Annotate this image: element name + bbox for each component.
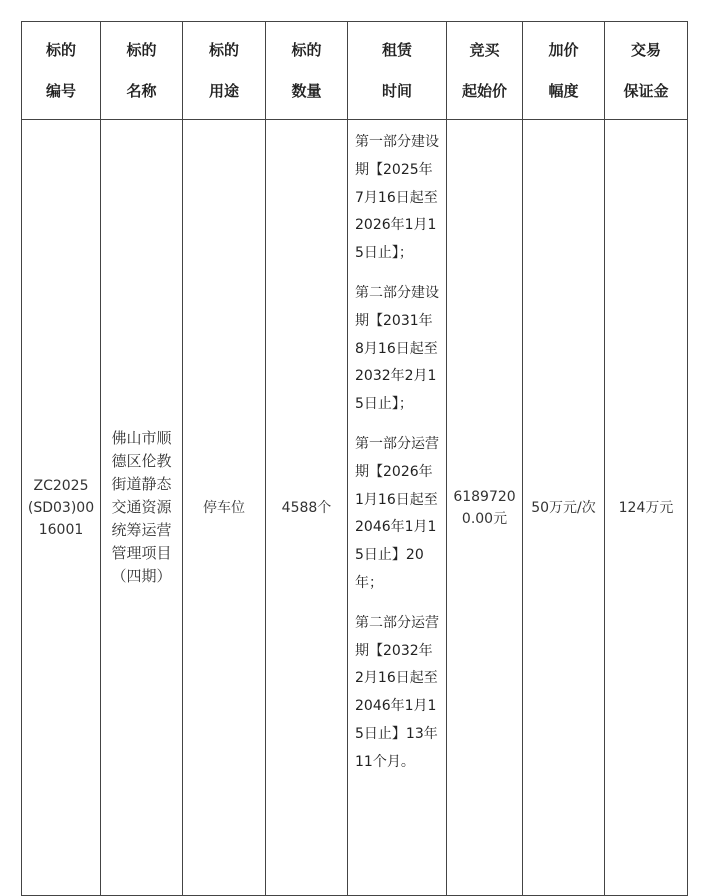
header-deposit-line2: 保证金 [623, 81, 669, 100]
cell-code: ZC2025(SD03)0016001 [22, 120, 101, 896]
header-deposit [605, 22, 688, 120]
header-increment-line2: 幅度 [548, 81, 579, 100]
table-header-row [22, 22, 688, 120]
lease-period-item: 第二部分建设期【2031年8月16日起至2032年2月15日止】； [355, 284, 439, 413]
header-deposit-line1: 交易 [630, 40, 661, 59]
header-lease-line1: 租赁 [381, 40, 412, 59]
header-quantity [266, 22, 348, 120]
lease-period-item: 第一部分建设期【2025年7月16日起至2026年1月15日止】； [355, 134, 439, 262]
header-usage-line2: 用途 [208, 81, 239, 100]
header-code [22, 22, 101, 120]
cell-usage: 停车位 [183, 120, 266, 896]
header-usage [183, 22, 266, 120]
header-quantity-line1: 标的 [291, 40, 322, 59]
header-name [101, 22, 183, 120]
header-name-line1: 标的 [126, 40, 157, 59]
cell-quantity: 4588个 [266, 120, 348, 896]
header-price-line1: 竞买 [469, 40, 500, 59]
cell-name: 佛山市顺德区伦教街道静态交通资源统筹运营管理项目（四期） [101, 120, 183, 896]
header-lease-line2: 时间 [381, 81, 412, 100]
header-usage-line1: 标的 [208, 40, 239, 59]
lease-period-item: 第二部分运营期【2032年2月16日起至2046年1月15日止】13年11个月。 [355, 614, 439, 770]
header-code-line1: 标的 [45, 40, 76, 59]
header-quantity-line2: 数量 [291, 81, 322, 100]
auction-table [21, 21, 688, 896]
header-start-price [447, 22, 523, 120]
header-name-line2: 名称 [126, 81, 157, 100]
header-lease-period [348, 22, 447, 120]
header-increment-line1: 加价 [548, 40, 579, 59]
header-price-line2: 起始价 [461, 81, 507, 100]
cell-lease-period [348, 120, 447, 896]
cell-start-price: 61897200.00元 [447, 120, 523, 896]
header-code-line2: 编号 [45, 81, 76, 100]
cell-increment: 50万元/次 [523, 120, 605, 896]
cell-deposit: 124万元 [605, 120, 688, 896]
lease-period-item: 第一部分运营期【2026年1月16日起至2046年1月15日止】20年； [355, 435, 439, 591]
header-increment [523, 22, 605, 120]
table-row [22, 120, 688, 896]
